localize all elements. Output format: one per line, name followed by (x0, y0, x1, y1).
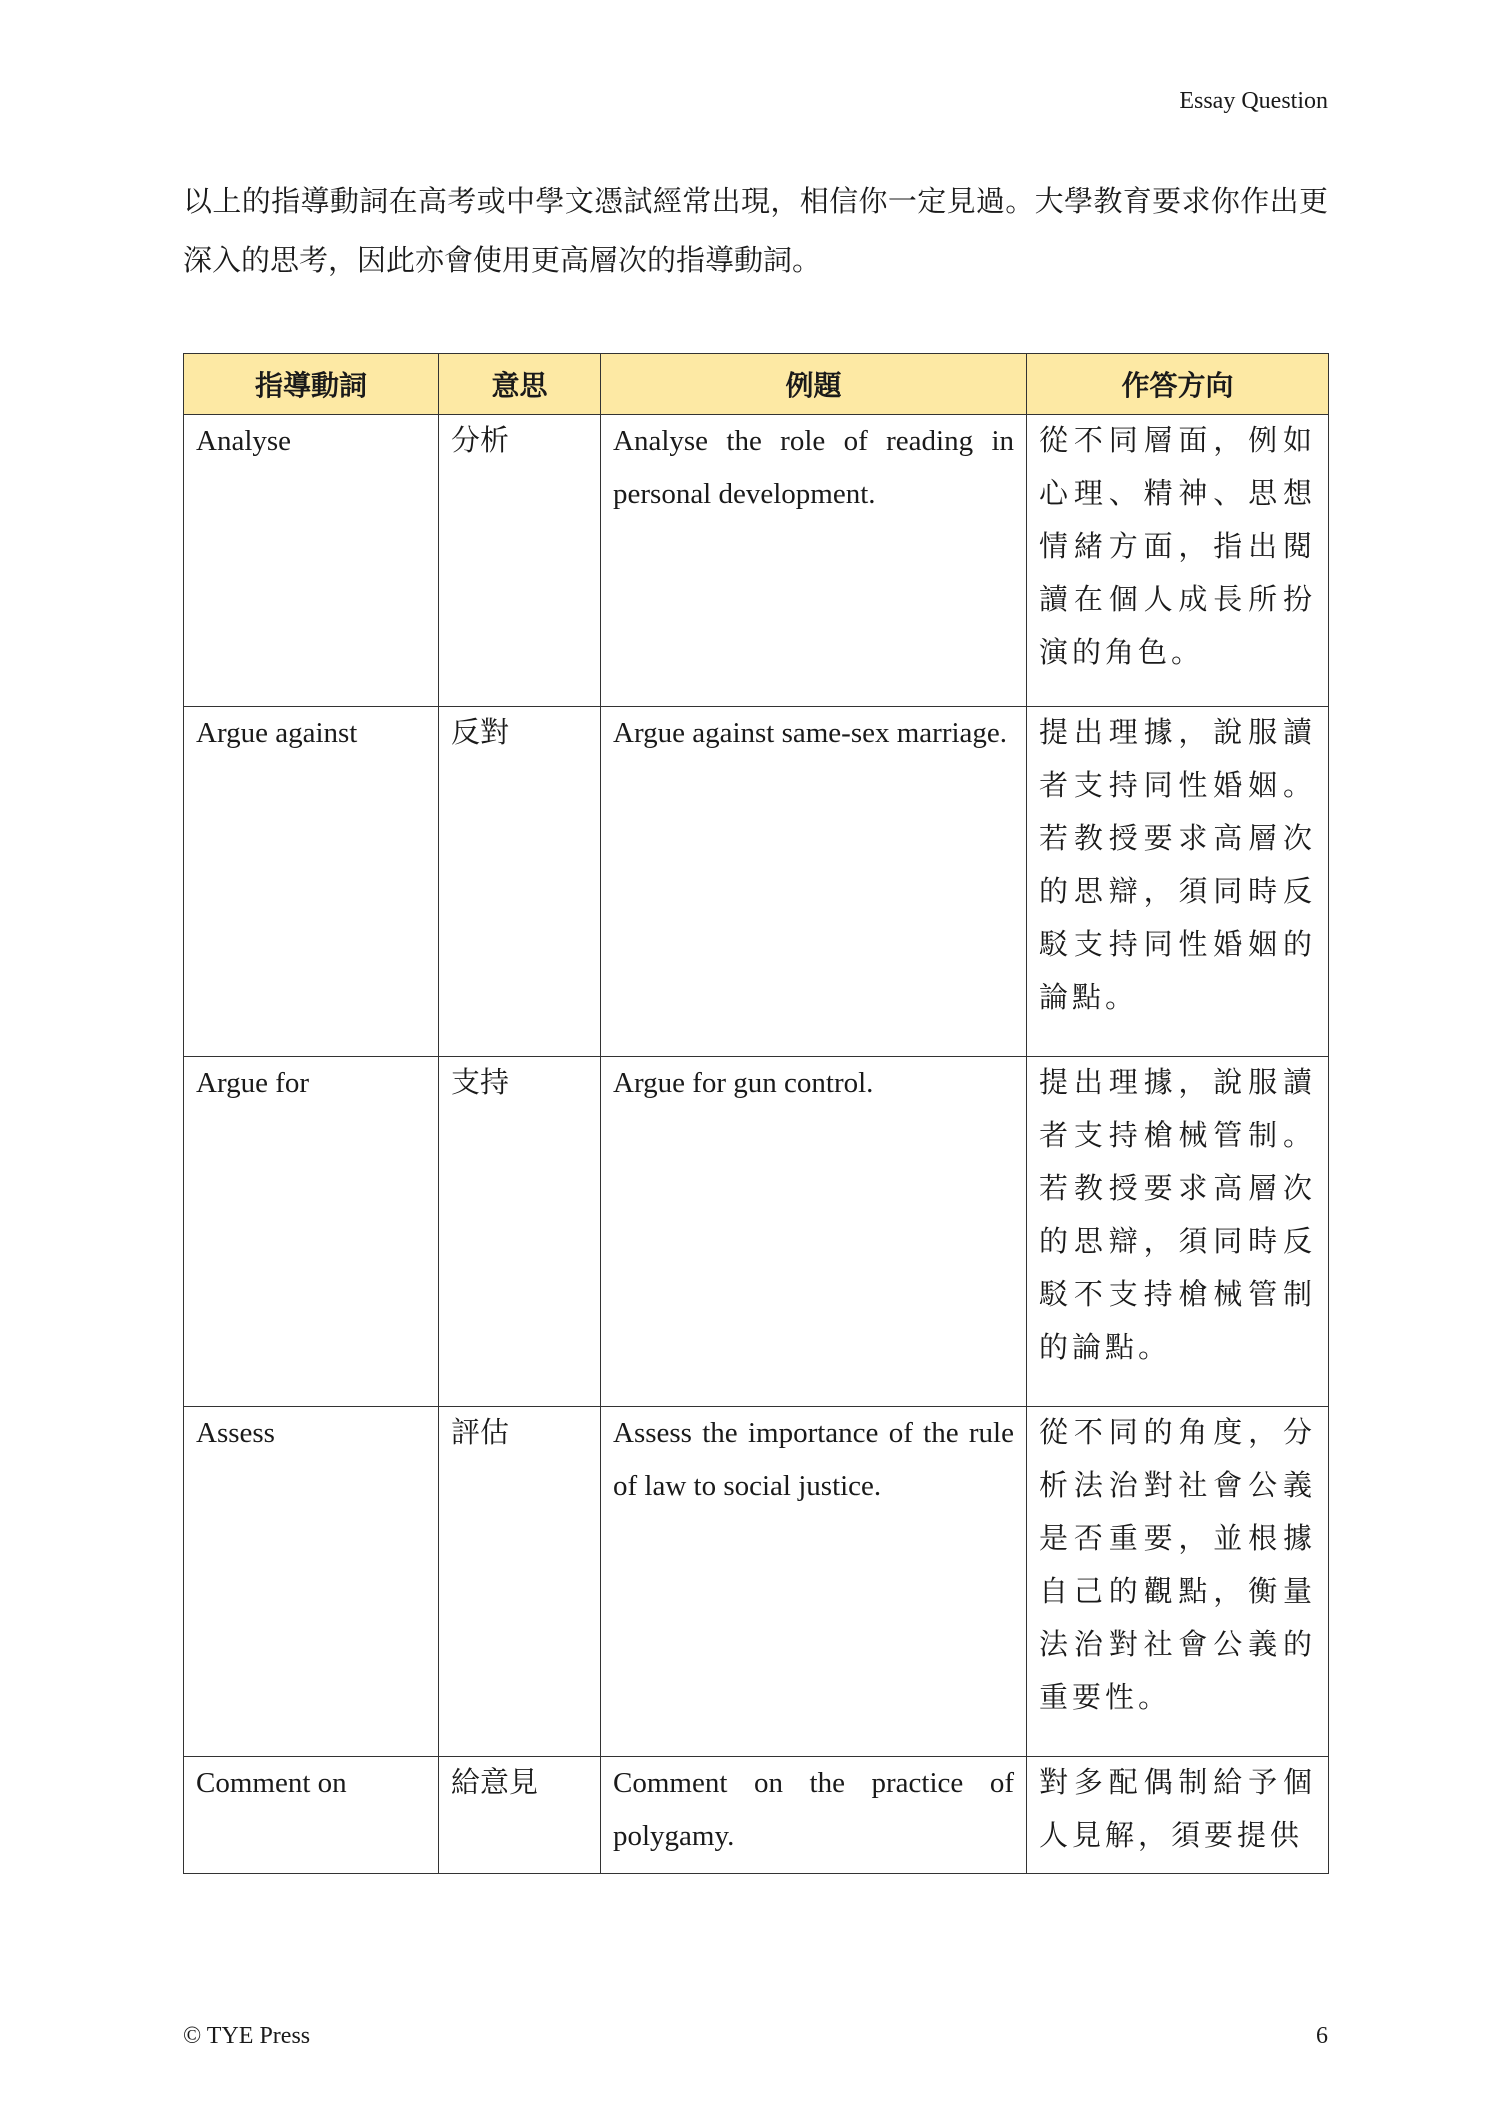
example-cell: Assess the importance of the rule of law to social justice. (601, 1407, 1027, 1757)
verb-cell: Comment on (184, 1757, 439, 1874)
direction-cell: 對多配偶制給予個人見解，須要提供 (1027, 1757, 1329, 1874)
table-row (184, 1407, 1329, 1757)
meaning-cell: 反對 (439, 707, 601, 1057)
directive-verbs-table (183, 353, 1329, 1874)
verb-cell: Analyse (184, 415, 439, 707)
direction-cell: 提出理據，說服讀者支持同性婚姻。若教授要求高層次的思辯，須同時反駁支持同性婚姻的論點。 (1027, 707, 1329, 1057)
meaning-cell: 分析 (439, 415, 601, 707)
direction-cell: 從不同層面，例如心理、精神、思想情緒方面，指出閱讀在個人成長所扮演的角色。 (1027, 415, 1329, 707)
verb-cell: Argue for (184, 1057, 439, 1407)
footer-page-number: 6 (1316, 2023, 1328, 2049)
table-row (184, 1757, 1329, 1874)
intro-paragraph: 以上的指導動詞在高考或中學文憑試經常出現，相信你一定見過。大學教育要求你作出更深入的思考，因此亦會使用更高層次的指導動詞。 (183, 184, 1328, 277)
meaning-cell: 支持 (439, 1057, 601, 1407)
table-header-row (184, 354, 1329, 415)
meaning-cell: 給意見 (439, 1757, 601, 1874)
table-row (184, 415, 1329, 707)
example-cell: Argue for gun control. (601, 1057, 1027, 1407)
table-row (184, 1057, 1329, 1407)
example-cell: Argue against same-sex marriage. (601, 707, 1027, 1057)
header-direction: 作答方向 (1027, 354, 1329, 415)
header-example: 例題 (601, 354, 1027, 415)
verb-cell: Argue against (184, 707, 439, 1057)
example-cell: Analyse the role of reading in personal development. (601, 415, 1027, 707)
footer-copyright: © TYE Press (183, 2023, 311, 2049)
table-row (184, 707, 1329, 1057)
meaning-cell: 評估 (439, 1407, 601, 1757)
header-meaning: 意思 (439, 354, 601, 415)
header-verb: 指導動詞 (184, 354, 439, 415)
verb-cell: Assess (184, 1407, 439, 1757)
direction-cell: 從不同的角度，分析法治對社會公義是否重要，並根據自己的觀點，衡量法治對社會公義的重要性。 (1027, 1407, 1329, 1757)
page-header-title: Essay Question (1179, 88, 1328, 114)
example-cell: Comment on the practice of polygamy. (601, 1757, 1027, 1874)
direction-cell: 提出理據，說服讀者支持槍械管制。若教授要求高層次的思辯，須同時反駁不支持槍械管制的論點。 (1027, 1057, 1329, 1407)
